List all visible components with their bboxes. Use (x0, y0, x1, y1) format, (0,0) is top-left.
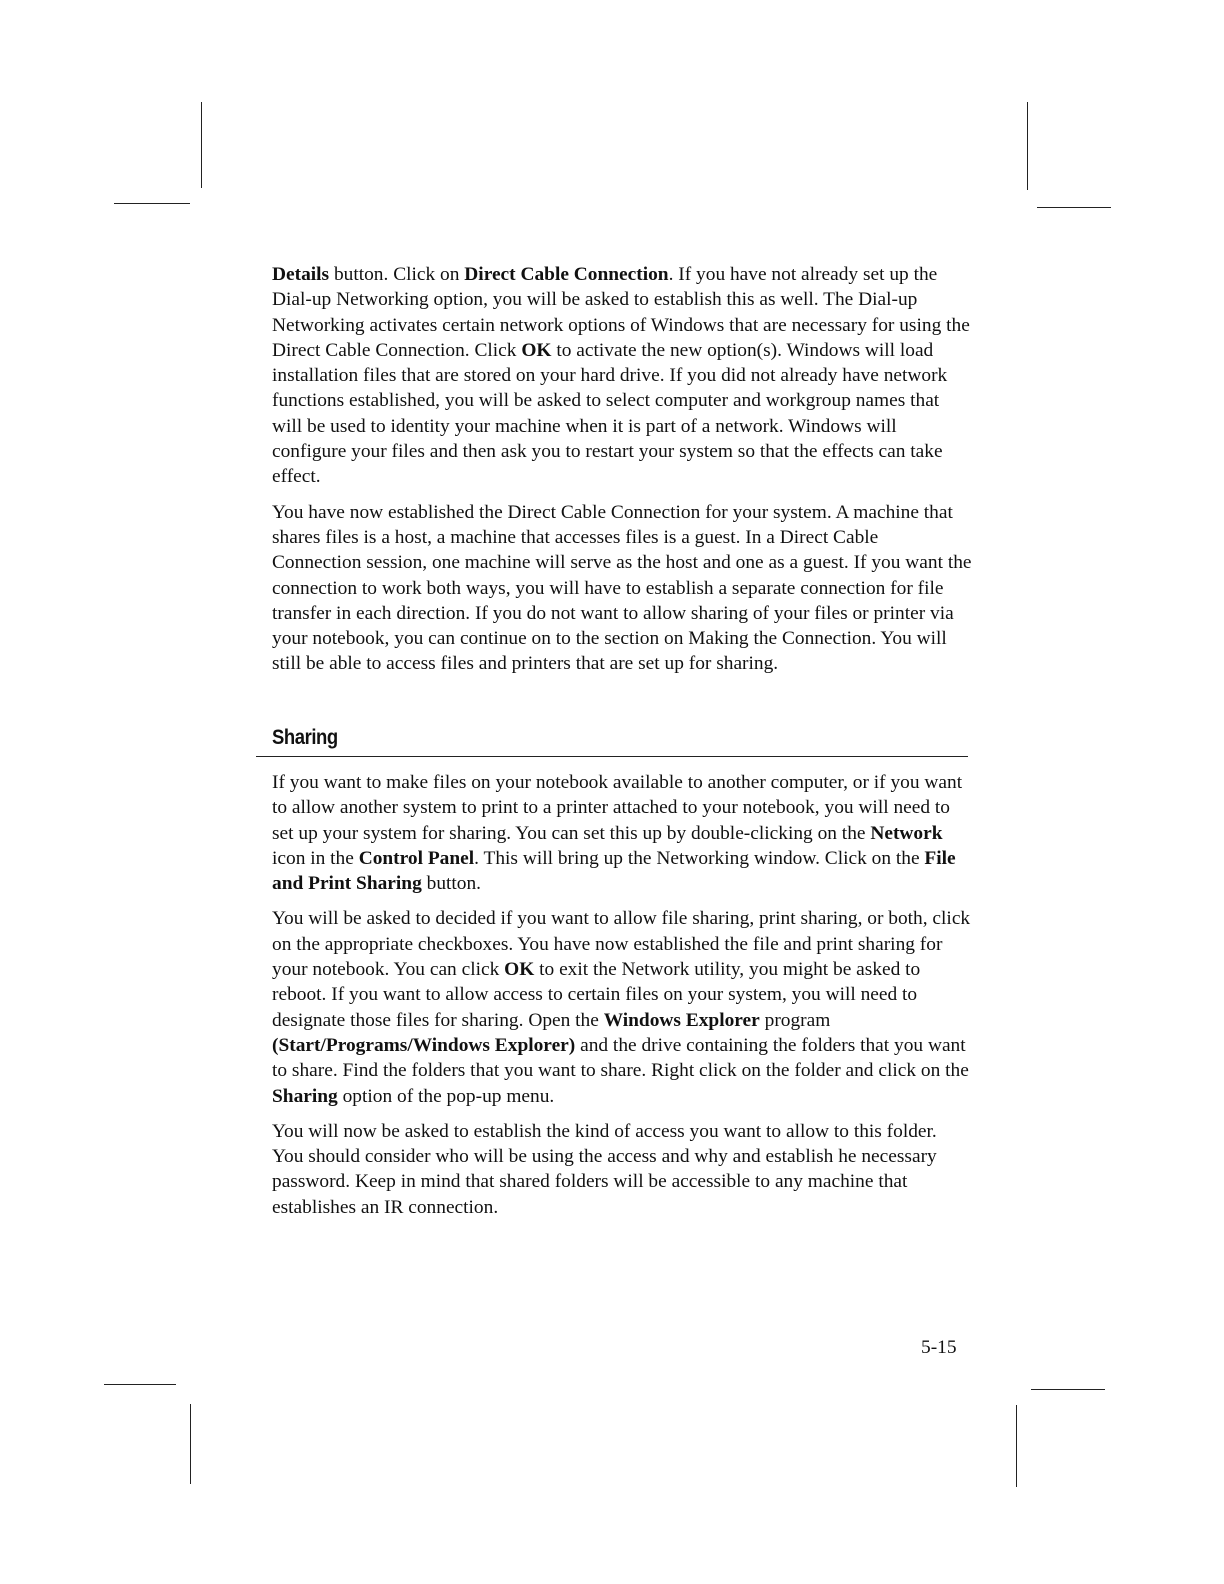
intro-section (272, 262, 972, 687)
page-number: 5-15 (921, 1337, 957, 1358)
bold-term: Sharing (272, 1085, 338, 1107)
text-run: to exit the Network utility, you might be asked to reboot. If you want to allow access to certain files on your system, you will need to designate those files for sharing. Open the (272, 959, 921, 1031)
text-run: You have now established the Direct Cable Connection for your system. A machine that shares files is a host, a machine that accesses files is a guest. In a Direct Cable Connection session, one machine will serve as the host and one as a guest. If you want the connection to work both ways, you will have to establish a separate connection for file transfer in each direction. If you do not want to allow sharing of your files or printer via your notebook, you can continue on to the section on Making the Connection. You will still be able to access files and printers that are set up for sharing. (272, 501, 972, 675)
bold-term: OK (521, 339, 552, 361)
crop-mark-top-left-horizontal (114, 203, 190, 204)
paragraph (272, 1119, 972, 1220)
paragraph (272, 500, 972, 677)
paragraph (272, 906, 972, 1108)
sharing-section (272, 770, 972, 1230)
crop-mark-top-right-horizontal (1037, 207, 1111, 208)
bold-term: File and Print Sharing (272, 847, 956, 895)
text-run: If you want to make files on your notebook available to another computer, or if you want to allow another system to print to a printer attached to your notebook, you will need to set up your system for sharing. You can set this up by double-clicking on the (272, 772, 963, 844)
bold-term: Direct Cable Connection (464, 264, 669, 285)
crop-mark-top-right-vertical (1027, 102, 1028, 190)
text-run: You will now be asked to establish the kind of access you want to allow to this folder. You should consider who will be using the access and why and establish he necessary password. Keep in mind that shared folders will be accessible to any machine that establishes an IR connection. (272, 1120, 937, 1218)
text-run: button. (421, 873, 482, 895)
section-heading: Sharing (272, 726, 338, 749)
text-run: . This will bring up the Networking window. Click on the (474, 847, 925, 869)
bold-term: Control Panel (358, 847, 475, 869)
text-run: icon in the (272, 847, 359, 869)
text-run: . If you have not already set up the Dial-up Networking option, you will be asked to establish this as well. The Dial-up Networking activates certain network options of Windows that are necessary for using the Direct Cable Connection. Click (272, 264, 970, 361)
text-run: and the drive containing the folders that you want to share. Find the folders that you want to share. Right click on the folder and click on the (272, 1034, 969, 1082)
text-run: You will be asked to decided if you want to allow file sharing, print sharing, or both, click on the appropriate checkboxes. You have now established the file and print sharing for your notebook. You can click (272, 908, 971, 981)
crop-mark-bottom-left-horizontal (104, 1384, 176, 1385)
bold-term: Details (272, 264, 330, 285)
crop-mark-bottom-left-vertical (190, 1404, 191, 1484)
crop-mark-bottom-right-vertical (1016, 1405, 1017, 1487)
section-heading-rule (256, 726, 968, 757)
paragraph (272, 262, 972, 490)
crop-mark-bottom-right-horizontal (1031, 1389, 1105, 1390)
text-run: program (759, 1009, 831, 1031)
bold-term: OK (504, 959, 535, 981)
bold-term: Windows Explorer (603, 1009, 760, 1031)
bold-term: Network (870, 822, 943, 844)
crop-mark-top-left-vertical (201, 102, 202, 188)
bold-term: (Start/Programs/Windows Explorer) (272, 1034, 576, 1056)
paragraph (272, 770, 972, 896)
text-run: button. Click on (329, 264, 465, 285)
text-run: to activate the new option(s). Windows will load installation files that are stored on your hard drive. If you did not already have network functions established, you will be asked to select computer and workgroup names that will be used to identity your machine when it is part of a network. Windows will configure your files and then ask you to restart your system so that the effects can take effect. (272, 339, 948, 488)
text-run: option of the pop-up menu. (337, 1085, 555, 1107)
